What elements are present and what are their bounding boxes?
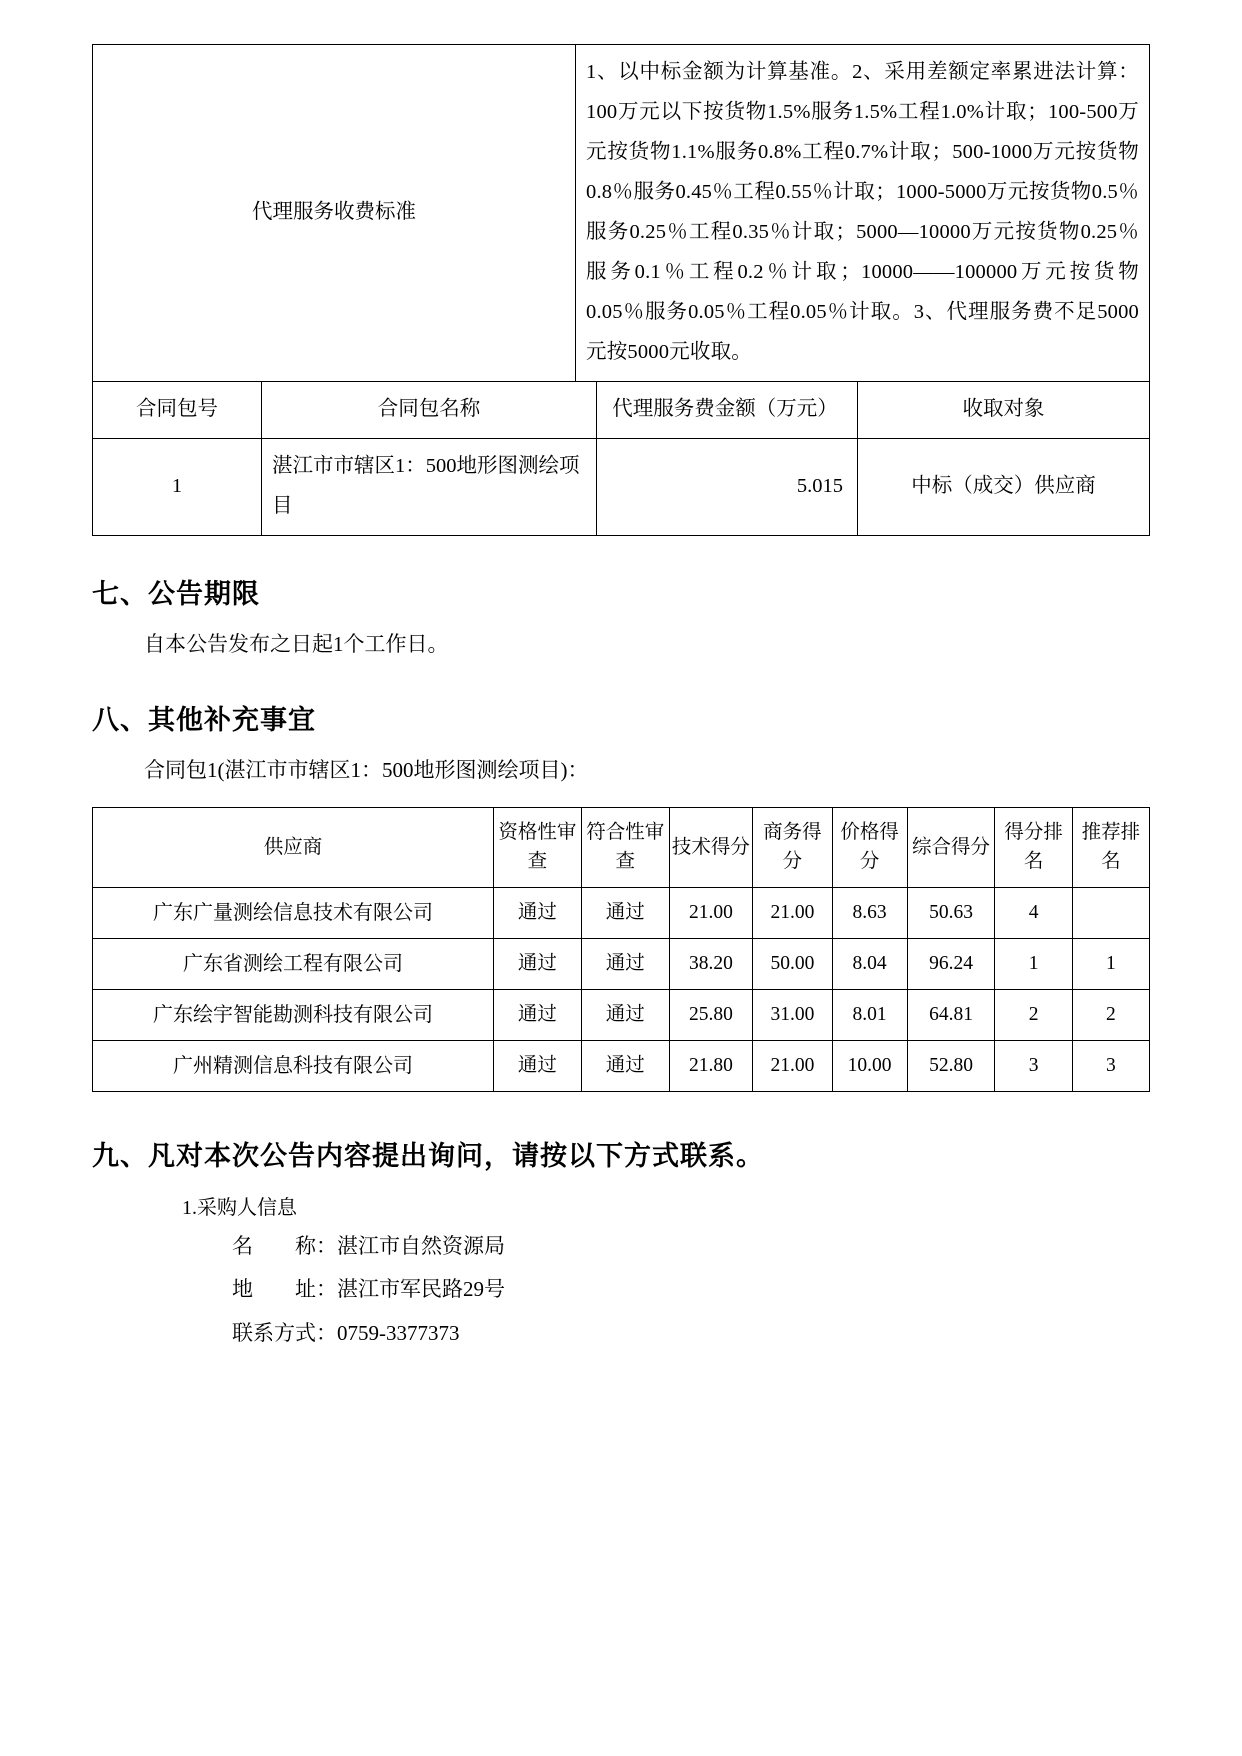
section-title-seven: 七、公告期限 (92, 578, 260, 609)
cell-qualification: 通过 (494, 989, 582, 1040)
cell-supplier: 广州精测信息科技有限公司 (93, 1040, 494, 1091)
cell-score-rank: 3 (995, 1040, 1072, 1091)
cell-business: 50.00 (753, 938, 832, 989)
header-price: 价格得分 (832, 808, 907, 888)
cell-total: 52.80 (907, 1040, 995, 1091)
cell-business: 21.00 (753, 1040, 832, 1091)
cell-supplier: 广东广量测绘信息技术有限公司 (93, 887, 494, 938)
cell-recommend-rank: 1 (1072, 938, 1149, 989)
cell-technical: 21.00 (669, 887, 753, 938)
cell-supplier: 广东绘宇智能勘测科技有限公司 (93, 989, 494, 1040)
cell-recommend-rank: 2 (1072, 989, 1149, 1040)
purchaser-contact-label: 联系方式： (232, 1320, 337, 1345)
cell-technical: 38.20 (669, 938, 753, 989)
agency-fee-detail-table (92, 381, 1150, 536)
table-row (93, 938, 1150, 989)
header-recommend-rank: 推荐排名 (1072, 808, 1149, 888)
header-package-no: 合同包号 (93, 381, 262, 438)
table-row (93, 989, 1150, 1040)
header-fee-amount: 代理服务费金额（万元） (597, 381, 858, 438)
header-total: 综合得分 (907, 808, 995, 888)
agency-fee-table (92, 44, 1150, 382)
cell-total: 64.81 (907, 989, 995, 1040)
header-supplier: 供应商 (93, 808, 494, 888)
purchaser-contact-value: 0759-3377373 (337, 1320, 460, 1345)
cell-score-rank: 4 (995, 887, 1072, 938)
table-row (93, 1040, 1150, 1091)
cell-qualification: 通过 (494, 887, 582, 938)
cell-conformity: 通过 (581, 1040, 669, 1091)
cell-price: 10.00 (832, 1040, 907, 1091)
cell-conformity: 通过 (581, 938, 669, 989)
cell-total: 50.63 (907, 887, 995, 938)
header-business: 商务得分 (753, 808, 832, 888)
section-title-nine: 九、凡对本次公告内容提出询问，请按以下方式联系。 (92, 1140, 764, 1171)
cell-fee-amount: 5.015 (597, 438, 858, 535)
header-payer: 收取对象 (858, 381, 1150, 438)
fee-standard-body: 1、以中标金额为计算基准。2、采用差额定率累进法计算：100万元以下按货物1.5%服务1.5%工程1.0%计取；100-500万元按货物1.1%服务0.8%工程0.7%计取；500-1000万元按货物0.8％服务0.45％工程0.55％计取；1000-5000万元按货物0.5％服务0.25％工程0.35％计取；5000—10000万元按货物0.25％服务0.1％工程0.2％计取；10000——100000万元按货物0.05％服务0.05％工程0.05％计取。3、代理服务费不足5000元按5000元收取。 (576, 45, 1150, 382)
cell-price: 8.04 (832, 938, 907, 989)
purchaser-name-value: 湛江市自然资源局 (337, 1233, 505, 1258)
section-title-eight: 八、其他补充事宜 (92, 705, 316, 736)
table-header-row (93, 381, 1150, 438)
purchaser-info-block (144, 1191, 1150, 1351)
purchaser-name-label: 名 称： (232, 1233, 337, 1258)
supplier-score-table (92, 807, 1150, 1092)
cell-supplier: 广东省测绘工程有限公司 (93, 938, 494, 989)
purchaser-info-title: 1.采购人信息 (182, 1196, 297, 1219)
table-row (93, 438, 1150, 535)
cell-recommend-rank (1072, 887, 1149, 938)
cell-payer: 中标（成交）供应商 (858, 438, 1150, 535)
table-header-row (93, 808, 1150, 888)
fee-standard-row (93, 45, 1150, 382)
section-eight-text: 合同包1(湛江市市辖区1：500地形图测绘项目)： (144, 758, 589, 783)
cell-price: 8.01 (832, 989, 907, 1040)
fee-standard-label: 代理服务收费标准 (93, 45, 576, 382)
purchaser-address-label: 地 址： (232, 1277, 337, 1302)
header-technical: 技术得分 (669, 808, 753, 888)
table-row (93, 887, 1150, 938)
purchaser-contact-line (232, 1317, 1150, 1351)
cell-technical: 25.80 (669, 989, 753, 1040)
header-score-rank: 得分排名 (995, 808, 1072, 888)
cell-recommend-rank: 3 (1072, 1040, 1149, 1091)
cell-score-rank: 2 (995, 989, 1072, 1040)
cell-technical: 21.80 (669, 1040, 753, 1091)
purchaser-address-line (232, 1273, 1150, 1307)
cell-qualification: 通过 (494, 1040, 582, 1091)
cell-package-no: 1 (93, 438, 262, 535)
cell-score-rank: 1 (995, 938, 1072, 989)
section-seven-text: 自本公告发布之日起1个工作日。 (144, 631, 449, 656)
header-conformity: 符合性审查 (581, 808, 669, 888)
cell-price: 8.63 (832, 887, 907, 938)
cell-qualification: 通过 (494, 938, 582, 989)
cell-conformity: 通过 (581, 887, 669, 938)
cell-business: 31.00 (753, 989, 832, 1040)
header-qualification: 资格性审查 (494, 808, 582, 888)
cell-business: 21.00 (753, 887, 832, 938)
purchaser-address-value: 湛江市军民路29号 (337, 1277, 505, 1302)
header-package-name: 合同包名称 (262, 381, 597, 438)
purchaser-name-line (232, 1230, 1150, 1264)
cell-conformity: 通过 (581, 989, 669, 1040)
cell-package-name: 湛江市市辖区1：500地形图测绘项目 (262, 438, 597, 535)
cell-total: 96.24 (907, 938, 995, 989)
